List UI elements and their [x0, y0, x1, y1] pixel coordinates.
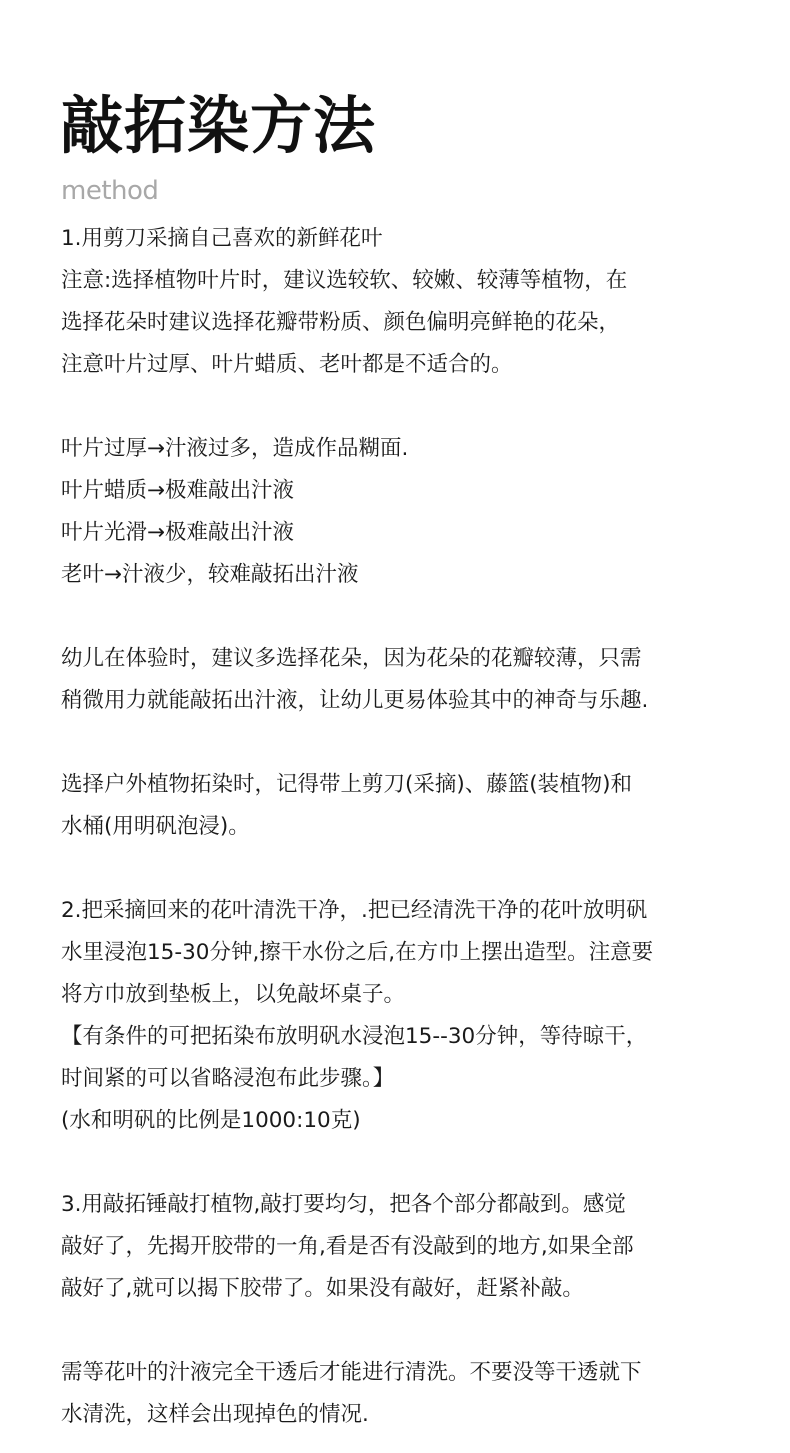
body-content [61, 218, 750, 1436]
text-line: 1.用剪刀采摘自己喜欢的新鲜花叶 [61, 226, 383, 251]
section-children-tip [61, 638, 750, 722]
text-line: 2.把采摘回来的花叶清洗干净，.把已经清洗干净的花叶放明矾 [61, 898, 648, 923]
text-line: 时间紧的可以省略浸泡布此步骤。】 [61, 1066, 395, 1091]
text-line: 3.用敲拓锤敲打植物,敲打要均匀，把各个部分都敲到。感觉 [61, 1192, 626, 1217]
section-leaf-notes [61, 428, 750, 596]
text-line: 敲好了，先揭开胶带的一角,看是否有没敲到的地方,如果全部 [61, 1234, 634, 1259]
text-line: 稍微用力就能敲拓出汁液，让幼儿更易体验其中的神奇与乐趣. [61, 688, 649, 713]
text-line: (水和明矾的比例是1000:10克) [61, 1108, 361, 1133]
text-line: 选择户外植物拓染时，记得带上剪刀(采摘)、藤篮(装植物)和 [61, 772, 633, 797]
text-line: 敲好了,就可以揭下胶带了。如果没有敲好，赶紧补敲。 [61, 1276, 584, 1301]
section-drying-note [61, 1352, 750, 1436]
text-line: 将方巾放到垫板上，以免敲坏桌子。 [61, 982, 406, 1007]
section-outdoor-tip [61, 764, 750, 848]
paragraph-gap [61, 848, 750, 890]
text-line: 需等花叶的汁液完全干透后才能进行清洗。不要没等干透就下 [61, 1360, 642, 1385]
text-line: 水里浸泡15-30分钟,擦干水份之后,在方巾上摆出造型。注意要 [61, 940, 654, 965]
text-line: 叶片蜡质→极难敲出汁液 [61, 478, 295, 503]
section-step-1-intro [61, 218, 750, 386]
section-step-2 [61, 890, 750, 1142]
page-title: 敲拓染方法 [61, 89, 377, 162]
text-line: 幼儿在体验时，建议多选择花朵，因为花朵的花瓣较薄，只需 [61, 646, 642, 671]
text-line: 水清洗，这样会出现掉色的情况. [61, 1402, 369, 1427]
text-line: 老叶→汁液少，较难敲拓出汁液 [61, 562, 359, 587]
paragraph-gap [61, 1310, 750, 1352]
paragraph-gap [61, 1142, 750, 1184]
text-line: 选择花朵时建议选择花瓣带粉质、颜色偏明亮鲜艳的花朵， [61, 310, 621, 335]
text-line: 【有条件的可把拓染布放明矾水浸泡15--30分钟，等待晾干， [61, 1024, 648, 1049]
text-line: 叶片过厚→汁液过多，造成作品糊面. [61, 436, 409, 461]
page-subtitle: method [61, 176, 159, 206]
paragraph-gap [61, 596, 750, 638]
paragraph-gap [61, 386, 750, 428]
section-step-3 [61, 1184, 750, 1310]
text-line: 注意叶片过厚、叶片蜡质、老叶都是不适合的。 [61, 352, 513, 377]
text-line: 水桶(用明矾泡浸)。 [61, 814, 250, 839]
text-line: 注意:选择植物叶片时，建议选较软、较嫩、较薄等植物，在 [61, 268, 628, 293]
text-line: 叶片光滑→极难敲出汁液 [61, 520, 295, 545]
paragraph-gap [61, 722, 750, 764]
